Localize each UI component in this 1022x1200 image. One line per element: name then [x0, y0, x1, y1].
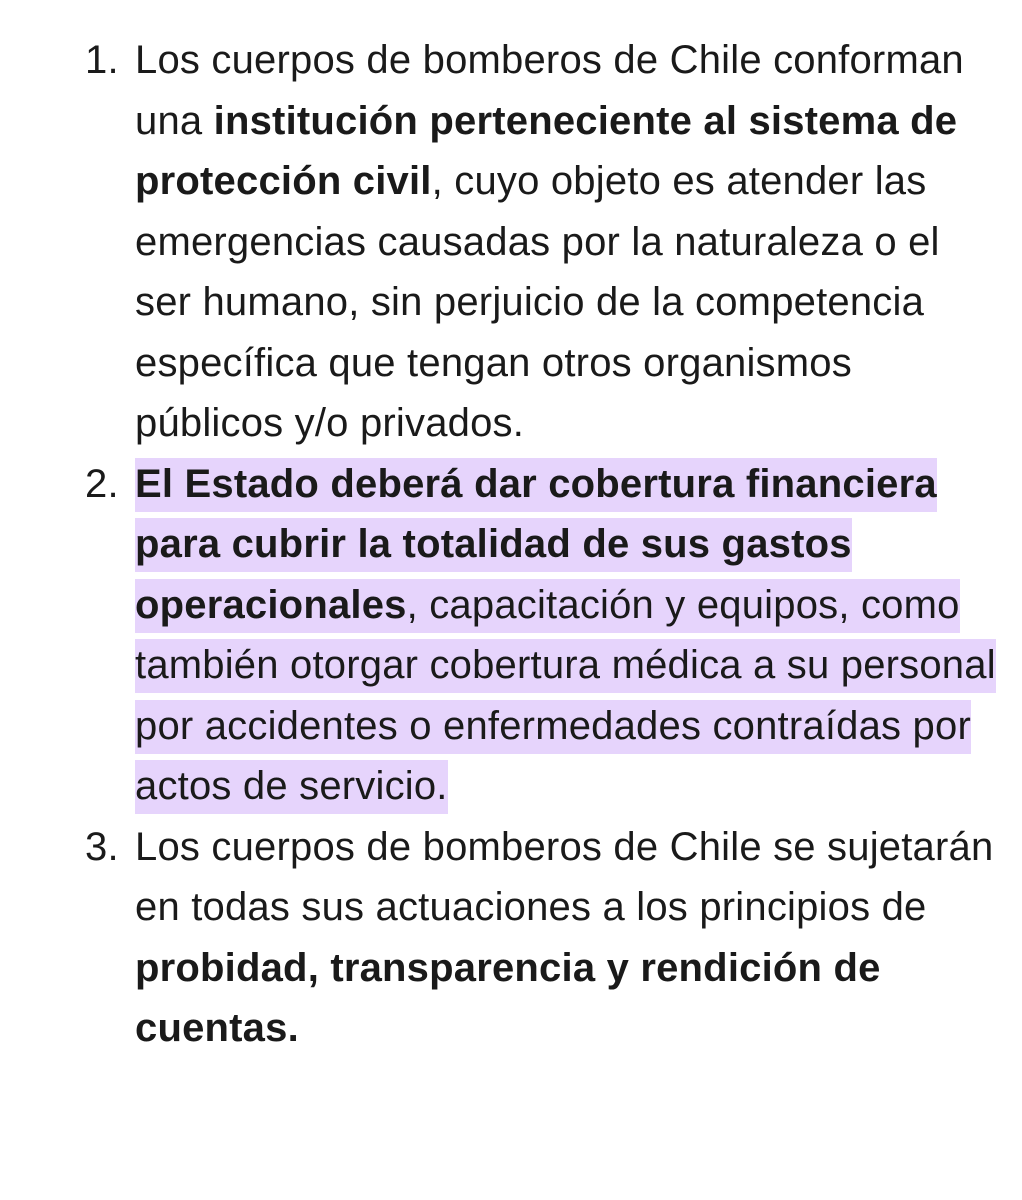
list-item-text [135, 30, 1004, 454]
list-item-3 [0, 817, 1022, 1059]
highlighted-passage[interactable] [135, 458, 996, 815]
bold-text-run: institución perteneciente al sistema de protección civil [135, 98, 958, 203]
document-body [0, 30, 1022, 1059]
list-number: 3. [85, 824, 119, 869]
list-number: 1. [85, 38, 119, 82]
text-run: Los cuerpos de bomberos de Chile se sujetarán en todas sus actuaciones a los principios de [135, 824, 994, 929]
list-item-2 [0, 454, 1022, 817]
text-run: , capacitación y equipos, como también otorgar cobertura médica a su personal por accidentes o enfermedades contraídas por actos de servicio. [135, 582, 996, 808]
list-item-text [135, 454, 1004, 817]
bold-text-run: probidad, transparencia y rendición de cuentas. [135, 945, 881, 1050]
text-run: , cuyo objeto es atender las emergencias causadas por la naturaleza o el ser humano, sin perjuicio de la competencia específica que tengan otros organismos públicos y/o privados. [135, 159, 940, 445]
list-item-1 [0, 30, 1022, 454]
list-item-text [135, 817, 1004, 1059]
list-number: 2. [85, 461, 119, 506]
bold-text-run: El Estado deberá dar cobertura financiera para cubrir la totalidad de sus gastos operacionales [135, 461, 937, 627]
text-run: Los cuerpos de bomberos de Chile conforman una [135, 38, 964, 143]
